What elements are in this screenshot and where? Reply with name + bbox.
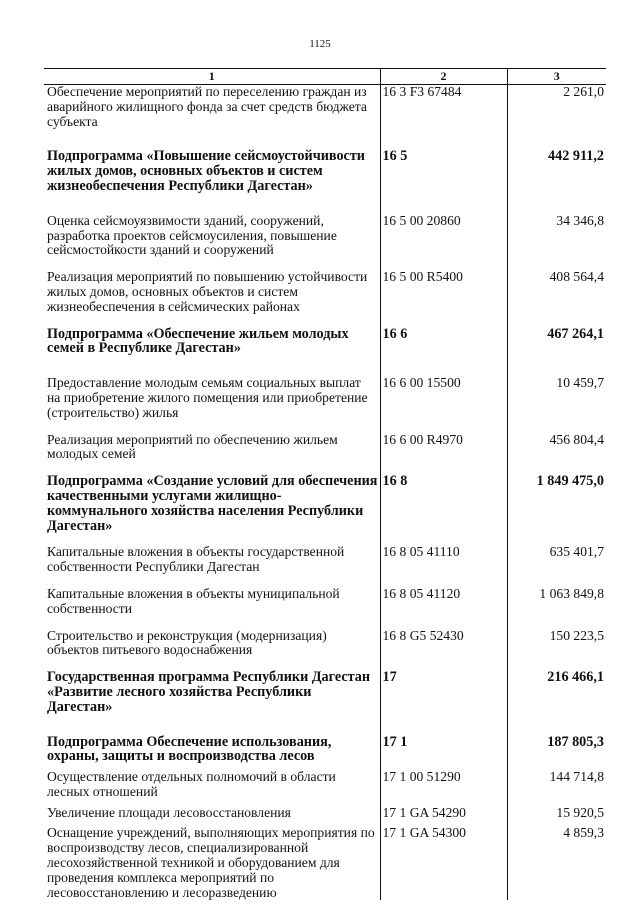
table-row	[44, 545, 606, 575]
table-row	[44, 270, 606, 314]
row-name: Реализация мероприятий по повышению устойчивости жилых домов, основных объектов и систем жизнеобеспечения в сейсмических районах	[44, 270, 380, 314]
row-amount: 1 849 475,0	[536, 473, 604, 490]
table-row	[44, 474, 606, 533]
row-name: Увеличение площади лесовосстановления	[44, 806, 380, 821]
row-amount: 442 911,2	[548, 148, 604, 165]
row-code: 16 6	[380, 327, 507, 357]
table-row	[44, 629, 606, 659]
row-name: Предоставление молодым семьям социальных выплат на приобретение жилого помещения или приобретение (строительство) жилья	[44, 376, 380, 420]
page-number: 1125	[309, 38, 331, 50]
table-row	[44, 433, 606, 463]
row-amount: 10 459,7	[556, 375, 604, 391]
row-code: 16 3 F3 67484	[380, 85, 507, 130]
row-code: 16 8 05 41120	[380, 587, 507, 617]
row-name: Капитальные вложения в объекты муниципальной собственности	[44, 587, 380, 617]
row-amount: 635 401,7	[549, 544, 604, 560]
row-name: Подпрограмма «Обеспечение жильем молодых семей в Республике Дагестан»	[44, 327, 380, 357]
row-amount: 216 466,1	[547, 669, 604, 686]
row-amount: 187 805,3	[547, 733, 604, 750]
row-amount: 150 223,5	[549, 627, 604, 643]
row-amount: 467 264,1	[547, 325, 604, 342]
row-code: 16 5 00 R5400	[380, 270, 507, 314]
row-name: Строительство и реконструкция (модернизация) объектов питьевого водоснабжения	[44, 629, 380, 659]
row-name: Государственная программа Республики Дагестан «Развитие лесного хозяйства Республики Дагестан»	[44, 670, 380, 714]
row-name: Оценка сейсмоуязвимости зданий, сооружений, разработка проектов сейсмоусиления, повышение сейсмостойкости зданий и сооружений	[44, 214, 380, 258]
row-amount: 1 063 849,8	[539, 585, 604, 601]
row-name: Осуществление отдельных полномочий в области лесных отношений	[44, 770, 380, 800]
table-header-row	[44, 69, 606, 85]
row-code: 16 6 00 15500	[380, 376, 507, 420]
column-header-2: 2	[380, 69, 507, 85]
row-code: 17 1 GA 54290	[380, 806, 507, 821]
row-code: 17 1 GA 54300	[380, 826, 507, 900]
row-code: 16 5 00 20860	[380, 214, 507, 258]
table-row	[44, 670, 606, 714]
table-row	[44, 327, 606, 357]
row-amount: 144 714,8	[549, 769, 604, 785]
budget-table	[44, 68, 606, 900]
row-name: Обеспечение мероприятий по переселению граждан из аварийного жилищного фонда за счет средств бюджета субъекта	[44, 85, 380, 130]
row-code: 17 1 00 51290	[380, 770, 507, 800]
table-row	[44, 735, 606, 765]
row-name: Подпрограмма «Создание условий для обеспечения качественными услугами жилищно-коммунального хозяйства населения Республики Дагестан»	[44, 474, 380, 533]
row-code: 17 1	[380, 735, 507, 765]
row-name: Оснащение учреждений, выполняющих мероприятия по воспроизводству лесов, специализированной лесохозяйственной техникой и оборудованием для проведения комплекса мероприятий по лесовосстановлению и лесоразведению	[44, 826, 380, 900]
table-row	[44, 587, 606, 617]
row-amount: 2 261,0	[563, 84, 604, 99]
row-code: 16 6 00 R4970	[380, 433, 507, 463]
table-row	[44, 214, 606, 258]
column-header-3: 3	[507, 69, 606, 85]
table-row	[44, 376, 606, 420]
row-code: 16 5	[380, 149, 507, 193]
row-code: 16 8 05 41110	[380, 545, 507, 575]
row-code: 16 8	[380, 474, 507, 533]
table-row	[44, 806, 606, 821]
column-header-1: 1	[44, 69, 380, 85]
table-row	[44, 149, 606, 193]
row-amount: 4 859,3	[563, 825, 604, 841]
row-name: Подпрограмма Обеспечение использования, охраны, защиты и воспроизводства лесов	[44, 735, 380, 765]
row-name: Капитальные вложения в объекты государственной собственности Республики Дагестан	[44, 545, 380, 575]
row-amount: 34 346,8	[556, 212, 604, 228]
row-amount: 456 804,4	[549, 431, 604, 447]
row-name: Реализация мероприятий по обеспечению жильем молодых семей	[44, 433, 380, 463]
row-name: Подпрограмма «Повышение сейсмоустойчивости жилых домов, основных объектов и систем жизнеобеспечения Республики Дагестан»	[44, 149, 380, 193]
row-amount: 408 564,4	[549, 269, 604, 285]
table-row	[44, 85, 606, 130]
table-row	[44, 770, 606, 800]
row-code: 16 8 G5 52430	[380, 629, 507, 659]
row-code: 17	[380, 670, 507, 714]
row-amount: 15 920,5	[556, 804, 604, 820]
table-row	[44, 826, 606, 900]
